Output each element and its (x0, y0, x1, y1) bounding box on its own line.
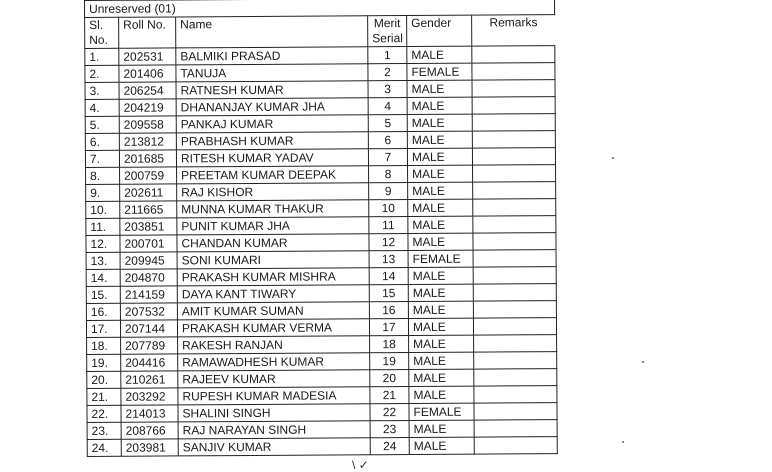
cell-merit-serial: 11 (369, 217, 408, 234)
cell-name: RATNESH KUMAR (176, 81, 368, 99)
cell-name: RITESH KUMAR YADAV (176, 149, 368, 167)
merit-list-table (84, 0, 558, 457)
cell-merit-serial: 16 (369, 302, 408, 319)
cell-merit-serial: 10 (369, 200, 408, 217)
cell-remarks (472, 114, 555, 132)
cell-remarks (473, 318, 556, 336)
cell-roll-no: 211665 (120, 201, 177, 218)
cell-merit-serial: 2 (368, 64, 407, 81)
cell-sl-no: 9. (86, 184, 120, 201)
header-row (85, 15, 555, 49)
cell-merit-serial: 8 (369, 166, 408, 183)
cell-merit-serial: 4 (368, 98, 407, 115)
merit-list-sheet (84, 0, 557, 457)
scan-speck (612, 157, 614, 159)
cell-remarks (474, 369, 557, 387)
cell-gender: MALE (409, 386, 474, 403)
cell-sl-no: 17. (86, 320, 120, 337)
cell-name: DHANANJAY KUMAR JHA (176, 98, 368, 116)
cell-sl-no: 1. (85, 48, 119, 65)
cell-sl-no: 11. (86, 218, 120, 235)
cell-remarks (472, 46, 555, 64)
header-remarks: Remarks (472, 15, 555, 47)
cell-gender: FEMALE (409, 403, 474, 420)
cell-sl-no: 20. (87, 371, 121, 388)
cell-gender: MALE (408, 301, 473, 318)
cell-name: RAMAWADHESH KUMAR (178, 353, 370, 371)
cell-sl-no: 21. (87, 388, 121, 405)
table-body (85, 46, 558, 457)
cell-name: PRAKASH KUMAR VERMA (177, 319, 369, 337)
cell-remarks (472, 63, 555, 81)
cell-roll-no: 203851 (120, 218, 177, 235)
cell-roll-no: 204870 (120, 269, 177, 286)
cell-remarks (474, 403, 557, 421)
cell-gender: MALE (407, 46, 472, 63)
cell-merit-serial: 13 (369, 251, 408, 268)
cell-gender: MALE (409, 352, 474, 369)
cell-remarks (473, 267, 556, 285)
cell-name: PRAKASH KUMAR MISHRA (177, 268, 369, 286)
cell-roll-no: 204416 (121, 354, 178, 371)
cell-gender: MALE (407, 148, 472, 165)
category-title: Unreserved (01) (85, 0, 555, 17)
cell-gender: MALE (408, 165, 473, 182)
cell-sl-no: 6. (85, 133, 119, 150)
cell-roll-no: 208766 (121, 422, 178, 439)
cell-remarks (473, 233, 556, 251)
cell-roll-no: 202531 (119, 48, 176, 65)
cell-roll-no: 204219 (119, 99, 176, 116)
cell-name: RAJ NARAYAN SINGH (178, 421, 370, 439)
cell-sl-no: 18. (87, 337, 121, 354)
cell-merit-serial: 6 (368, 132, 407, 149)
cell-gender: MALE (408, 233, 473, 250)
header-sl-no (85, 17, 119, 48)
cell-gender: MALE (408, 267, 473, 284)
cell-roll-no: 207789 (121, 337, 178, 354)
cell-name: SONI KUMARI (177, 251, 369, 269)
cell-sl-no: 22. (87, 405, 121, 422)
cell-merit-serial: 22 (370, 404, 409, 421)
cell-remarks (473, 165, 556, 183)
scan-speck (622, 441, 624, 443)
cell-sl-no: 3. (85, 82, 119, 99)
cell-sl-no: 16. (86, 303, 120, 320)
header-gender: Gender (407, 15, 472, 46)
cell-roll-no: 209558 (119, 116, 176, 133)
cell-name: PRABHASH KUMAR (176, 132, 368, 150)
cell-merit-serial: 12 (369, 234, 408, 251)
cell-remarks (473, 284, 556, 302)
cell-gender: MALE (408, 199, 473, 216)
cell-remarks (474, 437, 557, 455)
cell-merit-serial: 15 (369, 285, 408, 302)
header-name: Name (176, 16, 368, 48)
cell-merit-serial: 24 (370, 438, 409, 455)
cell-name: SHALINI SINGH (178, 404, 370, 422)
cell-sl-no: 8. (86, 167, 120, 184)
cell-name: PREETAM KUMAR DEEPAK (177, 166, 369, 184)
cell-roll-no: 207144 (120, 320, 177, 337)
cell-remarks (474, 335, 557, 353)
cell-gender: MALE (409, 437, 474, 454)
cell-merit-serial: 17 (369, 319, 408, 336)
cell-merit-serial: 23 (370, 421, 409, 438)
cell-sl-no: 13. (86, 252, 120, 269)
cell-gender: FEMALE (407, 63, 472, 80)
cell-gender: MALE (407, 80, 472, 97)
cell-gender: MALE (409, 369, 474, 386)
cell-merit-serial: 18 (370, 336, 409, 353)
cell-name: RUPESH KUMAR MADESIA (178, 387, 370, 405)
cell-merit-serial: 5 (368, 115, 407, 132)
cell-name: BALMIKI PRASAD (176, 47, 368, 65)
cell-gender: MALE (409, 335, 474, 352)
cell-remarks (473, 301, 556, 319)
cell-roll-no: 202611 (120, 184, 177, 201)
cell-sl-no: 4. (85, 99, 119, 116)
cell-sl-no: 5. (85, 116, 119, 133)
cell-roll-no: 203981 (121, 439, 178, 456)
cell-roll-no: 203292 (121, 388, 178, 405)
cell-remarks (472, 131, 555, 149)
cell-roll-no: 201406 (119, 65, 176, 82)
header-merit-line1: Merit (373, 16, 401, 31)
cell-merit-serial: 20 (370, 370, 409, 387)
cell-roll-no: 214013 (121, 405, 178, 422)
cell-name: PANKAJ KUMAR (176, 115, 368, 133)
cell-remarks (472, 97, 555, 115)
cell-gender: MALE (408, 318, 473, 335)
cell-name: MUNNA KUMAR THAKUR (177, 200, 369, 218)
cell-merit-serial: 9 (369, 183, 408, 200)
header-roll-no: Roll No. (119, 17, 176, 48)
cell-name: TANUJA (176, 64, 368, 82)
cell-sl-no: 24. (87, 439, 121, 456)
cell-merit-serial: 3 (368, 81, 407, 98)
cell-roll-no: 201685 (119, 150, 176, 167)
cell-sl-no: 19. (87, 354, 121, 371)
cell-roll-no: 213812 (119, 133, 176, 150)
header-sl-line2: No. (89, 32, 108, 47)
cell-gender: MALE (409, 420, 474, 437)
handwritten-tick-mark: \ ✓ (352, 458, 369, 472)
cell-gender: MALE (407, 97, 472, 114)
header-sl-line1: Sl. (89, 17, 104, 32)
cell-roll-no: 207532 (120, 303, 177, 320)
cell-name: SANJIV KUMAR (178, 438, 370, 456)
table-row (87, 437, 557, 457)
cell-sl-no: 12. (86, 235, 120, 252)
cell-sl-no: 14. (86, 269, 120, 286)
cell-merit-serial: 7 (368, 149, 407, 166)
cell-merit-serial: 19 (370, 353, 409, 370)
cell-name: RAJEEV KUMAR (178, 370, 370, 388)
cell-merit-serial: 14 (369, 268, 408, 285)
cell-sl-no: 2. (85, 65, 119, 82)
cell-gender: MALE (408, 216, 473, 233)
cell-sl-no: 10. (86, 201, 120, 218)
cell-merit-serial: 21 (370, 387, 409, 404)
cell-name: PUNIT KUMAR JHA (177, 217, 369, 235)
header-merit-line2: Serial (372, 31, 403, 46)
cell-remarks (472, 80, 555, 98)
cell-merit-serial: 1 (368, 47, 407, 64)
scan-speck (642, 361, 644, 363)
cell-remarks (472, 148, 555, 166)
cell-roll-no: 200759 (120, 167, 177, 184)
cell-remarks (474, 352, 557, 370)
cell-name: AMIT KUMAR SUMAN (177, 302, 369, 320)
cell-sl-no: 23. (87, 422, 121, 439)
cell-roll-no: 210261 (121, 371, 178, 388)
cell-gender: MALE (408, 284, 473, 301)
cell-roll-no: 209945 (120, 252, 177, 269)
cell-name: RAKESH RANJAN (178, 336, 370, 354)
cell-remarks (474, 420, 557, 438)
cell-remarks (473, 250, 556, 268)
cell-name: RAJ KISHOR (177, 183, 369, 201)
cell-gender: FEMALE (408, 250, 473, 267)
cell-roll-no: 200701 (120, 235, 177, 252)
cell-sl-no: 7. (85, 150, 119, 167)
cell-name: DAYA KANT TIWARY (177, 285, 369, 303)
header-merit-serial (368, 16, 407, 47)
cell-remarks (473, 216, 556, 234)
cell-gender: MALE (407, 114, 472, 131)
cell-roll-no: 214159 (120, 286, 177, 303)
cell-remarks (474, 386, 557, 404)
cell-name: CHANDAN KUMAR (177, 234, 369, 252)
cell-gender: MALE (407, 131, 472, 148)
cell-gender: MALE (408, 182, 473, 199)
cell-remarks (473, 182, 556, 200)
cell-sl-no: 15. (86, 286, 120, 303)
cell-roll-no: 206254 (119, 82, 176, 99)
cell-remarks (473, 199, 556, 217)
